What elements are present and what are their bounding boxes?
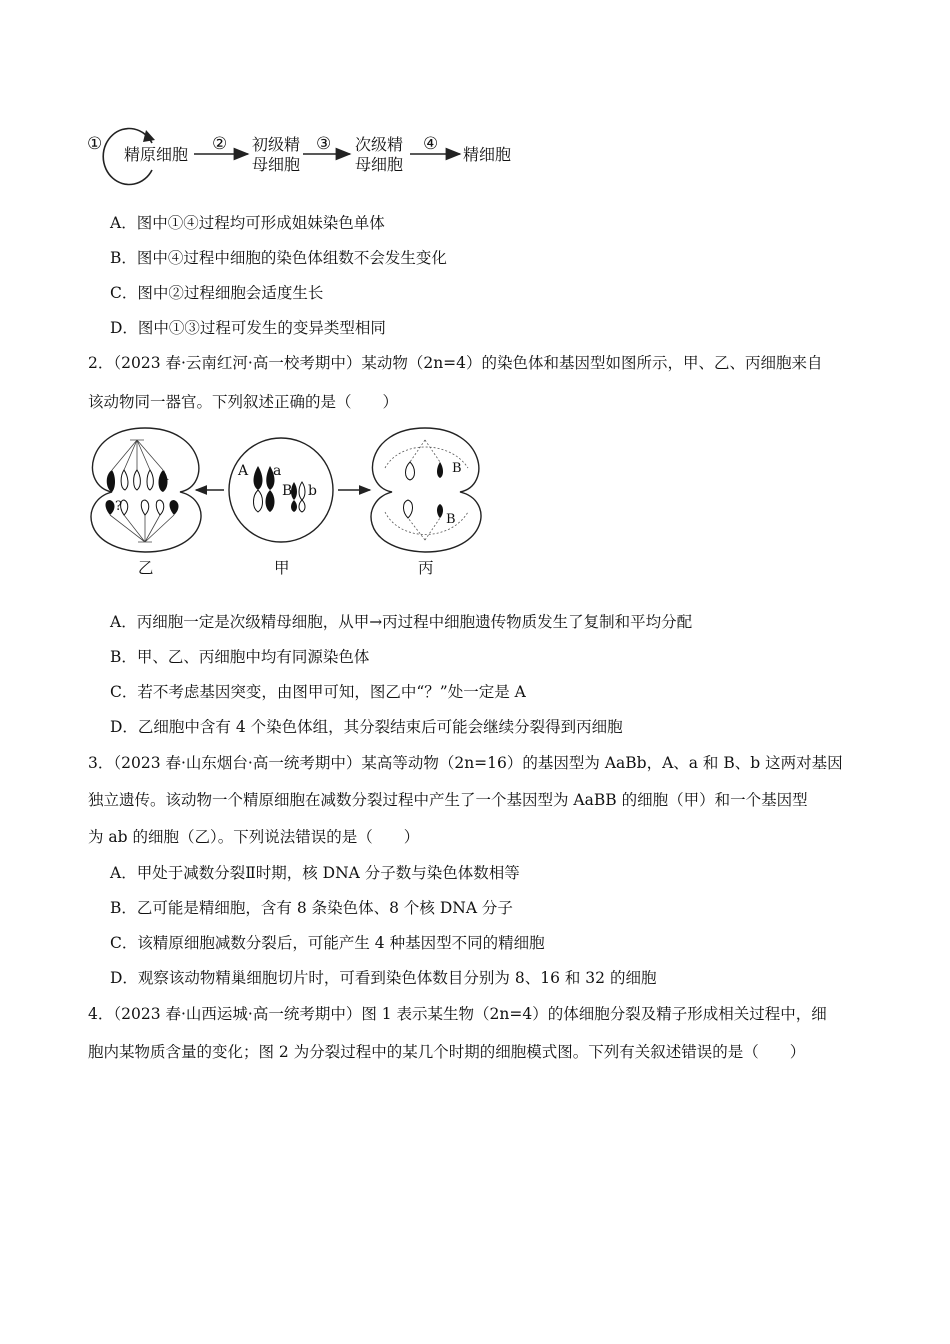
q2-stem-line2: 该动物同一器官。下列叙述正确的是（ ） [88, 393, 399, 411]
q4-stem-line1: 4．（2023 春·山西运城·高一统考期中）图 1 表示某生物（2n=4）的体细胞分裂及精子形成相关过程中，细 [88, 1005, 827, 1023]
q2-option-a: A．丙细胞一定是次级精母细胞，从甲→丙过程中细胞遗传物质发生了复制和平均分配 [110, 613, 693, 631]
cell-bing-upper-chromosomes [406, 462, 444, 480]
q1-option-a: A．图中①④过程均可形成姐妹染色单体 [110, 214, 385, 232]
q2-option-b: B．甲、乙、丙细胞中均有同源染色体 [110, 648, 370, 666]
q1-option-d: D．图中①③过程可发生的变异类型相同 [110, 319, 386, 337]
bing-gene-B-lower: B [446, 512, 456, 527]
q2-stem-line1: 2．（2023 春·云南红河·高一校考期中）某动物（2n=4）的染色体和基因型如图所示，甲、乙、丙细胞来自 [88, 354, 823, 372]
q3-option-b: B．乙可能是精细胞，含有 8 条染色体、8 个核 DNA 分子 [110, 899, 513, 917]
node-primary-line2: 母细胞 [252, 155, 301, 174]
jia-gene-a: a [273, 463, 282, 479]
yi-question-mark: ? [115, 499, 122, 514]
cell-yi-upper-spindle [112, 440, 163, 470]
q1-option-c: C．图中②过程细胞会适度生长 [110, 284, 324, 302]
cell-label-bing: 丙 [418, 559, 434, 577]
q3-option-a: A．甲处于减数分裂Ⅱ时期，核 DNA 分子数与染色体数相等 [110, 864, 520, 882]
marker-4: ④ [423, 134, 439, 154]
q2-option-d: D．乙细胞中含有 4 个染色体组，其分裂结束后可能会继续分裂得到丙细胞 [110, 718, 623, 736]
jia-gene-B: B [282, 483, 293, 499]
q4-stem-line2: 胞内某物质含量的变化；图 2 为分裂过程中的某几个时期的细胞模式图。下列有关叙述错误的是（ ） [88, 1043, 806, 1061]
cell-bing-lower-chromosomes [404, 500, 444, 518]
q3-option-c: C．该精原细胞减数分裂后，可能产生 4 种基因型不同的精细胞 [110, 934, 545, 952]
q3-stem-line3: 为 ab 的细胞（乙）。下列说法错误的是（ ） [88, 828, 420, 846]
marker-3: ③ [316, 134, 332, 154]
node-primary-line1: 初级精 [252, 135, 301, 154]
cell-bing-membrane [371, 428, 481, 552]
node-secondary-line1: 次级精 [355, 135, 404, 154]
q3-option-d: D．观察该动物精巢细胞切片时，可看到染色体数目分别为 8、16 和 32 的细胞 [110, 969, 657, 987]
node-secondary-line2: 母细胞 [355, 155, 404, 174]
yi-gene-a: A [159, 469, 169, 484]
jia-gene-A: A [238, 463, 249, 479]
node-spermatogonium: 精原细胞 [124, 145, 189, 164]
marker-2: ② [212, 134, 228, 154]
cell-label-yi: 乙 [138, 559, 154, 577]
q3-stem-line1: 3．（2023 春·山东烟台·高一统考期中）某高等动物（2n=16）的基因型为 AaBb，A、a 和 B、b 这两对基因 [88, 754, 843, 772]
cell-yi-lower-spindle [110, 515, 174, 542]
cell-label-jia: 甲 [274, 559, 290, 577]
bing-gene-B-upper: B [452, 461, 462, 476]
q2-option-c: C．若不考虑基因突变，由图甲可知，图乙中“？”处一定是 A [110, 683, 526, 701]
cell-jia-membrane [229, 438, 333, 542]
cell-division-drawings [0, 0, 950, 600]
marker-1: ① [87, 134, 103, 154]
q3-stem-line2: 独立遗传。该动物一个精原细胞在减数分裂过程中产生了一个基因型为 AaBB 的细胞（甲）和一个基因型 [88, 791, 808, 809]
cell-yi-membrane [91, 428, 201, 552]
node-spermatid: 精细胞 [463, 145, 512, 164]
q1-option-b: B．图中④过程中细胞的染色体组数不会发生变化 [110, 249, 447, 267]
jia-gene-b: b [308, 483, 317, 499]
